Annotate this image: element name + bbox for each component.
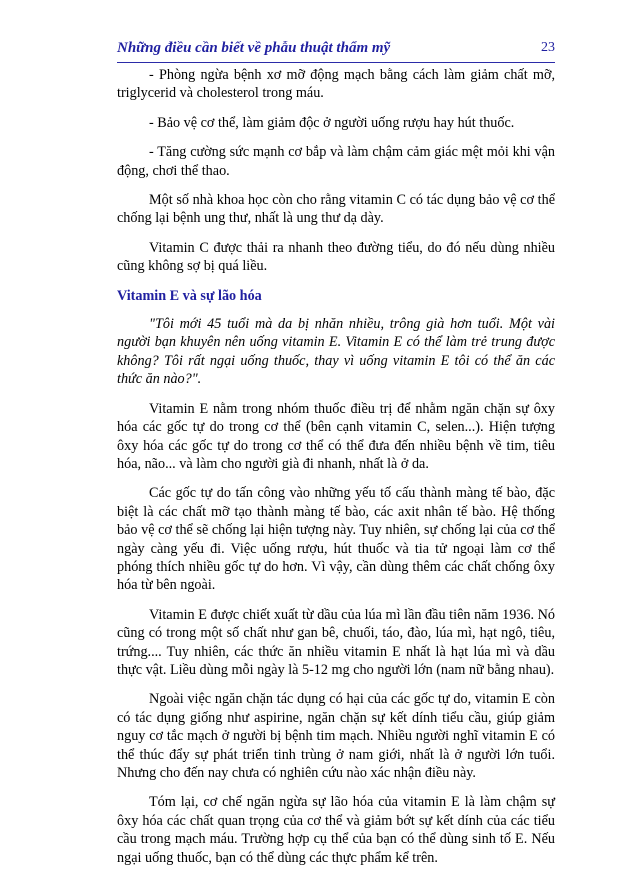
- section-heading: Vitamin E và sự lão hóa: [117, 287, 262, 304]
- paragraph: Một số nhà khoa học còn cho rằng vitamin C có tác dụng bảo vệ cơ thể chống lại bệnh ung thư, nhất là ung thư dạ dày.: [117, 192, 555, 227]
- paragraph: Ngoài việc ngăn chặn tác dụng có hại của các gốc tự do, vitamin E còn có tác dụng giống như aspirine, ngăn chặn sự kết dính tiểu cầu, giúp giảm nguy cơ tắc mạch ở người bị bệnh tim mạch. Nhiều người nghĩ vitamin E có thể thúc đẩy sự phát triển tinh trùng ở nam giới, nhất là ở người lớn tuổi. Nhưng cho đến nay chưa có nghiên cứu nào xác nhận điều này.: [117, 691, 555, 781]
- paragraph: - Tăng cường sức mạnh cơ bắp và làm chậm cảm giác mệt mỏi khi vận động, chơi thể thao.: [117, 144, 555, 179]
- page-header: [117, 40, 555, 63]
- paragraph: Tóm lại, cơ chế ngăn ngừa sự lão hóa của vitamin E là làm chậm sự ôxy hóa các chất quan trọng của cơ thể và giảm bớt sự kết dính của các tiểu cầu trong mạch máu. Trường hợp cụ thể của bạn có thể dùng sinh tố E. Nếu ngại uống thuốc, bạn có thể dùng các thực phẩm kể trên.: [117, 794, 555, 866]
- page-body: [117, 66, 555, 878]
- paragraph: - Phòng ngừa bệnh xơ mỡ động mạch bằng cách làm giảm chất mỡ, triglycerid và cholesterol trong máu.: [117, 67, 555, 102]
- paragraph: - Bảo vệ cơ thể, làm giảm độc ở người uống rượu hay hút thuốc.: [149, 114, 515, 131]
- paragraph: Vitamin E được chiết xuất từ dầu của lúa mì lần đầu tiên năm 1936. Nó cũng có trong một số chất như gan bê, chuối, táo, đào, lúa mì, hạt ngô, tiêu, trứng.... Tuy nhiên, các thức ăn nhiều vitamin E nhất là hạt lúa mì và dầu thực vật. Liều dùng mỗi ngày là 5-12 mg cho người lớn (nam nữ bằng nhau).: [117, 606, 555, 678]
- header-title: Những điều cần biết về phẫu thuật thẩm mỹ: [117, 40, 391, 56]
- paragraph: Vitamin C được thải ra nhanh theo đường tiểu, do đó nếu dùng nhiều cũng không sợ bị quá liều.: [117, 239, 555, 275]
- quote-paragraph: "Tôi mới 45 tuổi mà da bị nhăn nhiều, trông già hơn tuổi. Một vài người bạn khuyên nên uống vitamin E. Vitamin E có thể làm trẻ trung được không? Tôi rất ngại uống thuốc, thay vì uống vitamin E tôi có thể ăn các thức ăn nào?".: [117, 316, 555, 388]
- paragraph: Các gốc tự do tấn công vào những yếu tố cấu thành màng tế bào, đặc biệt là các chất mỡ tạo thành màng tế bào, các axit nhân tế bào. Hệ thống bảo vệ cơ thể sẽ chống lại hiện tượng này. Tuy nhiên, sự chống lại của cơ thể ngày càng yếu đi. Việc uống rượu, hút thuốc và tia tử ngoại làm cơ thể phóng thích nhiều gốc tự do hơn. Vì vậy, cần dùng thêm các chất chống ôxy hóa từ bên ngoài.: [117, 485, 555, 594]
- page-number: 23: [541, 40, 555, 55]
- paragraph: Vitamin E nằm trong nhóm thuốc điều trị để nhằm ngăn chặn sự ôxy hóa các gốc tự do trong cơ thể (bên cạnh vitamin C, selen...). Hiện tượng ôxy hóa các gốc tự do trong cơ thể có thể đưa đến nhiều bệnh về tim, tiêu hóa, não... và làm cho người già đi nhanh, nhất là ở da.: [117, 400, 555, 472]
